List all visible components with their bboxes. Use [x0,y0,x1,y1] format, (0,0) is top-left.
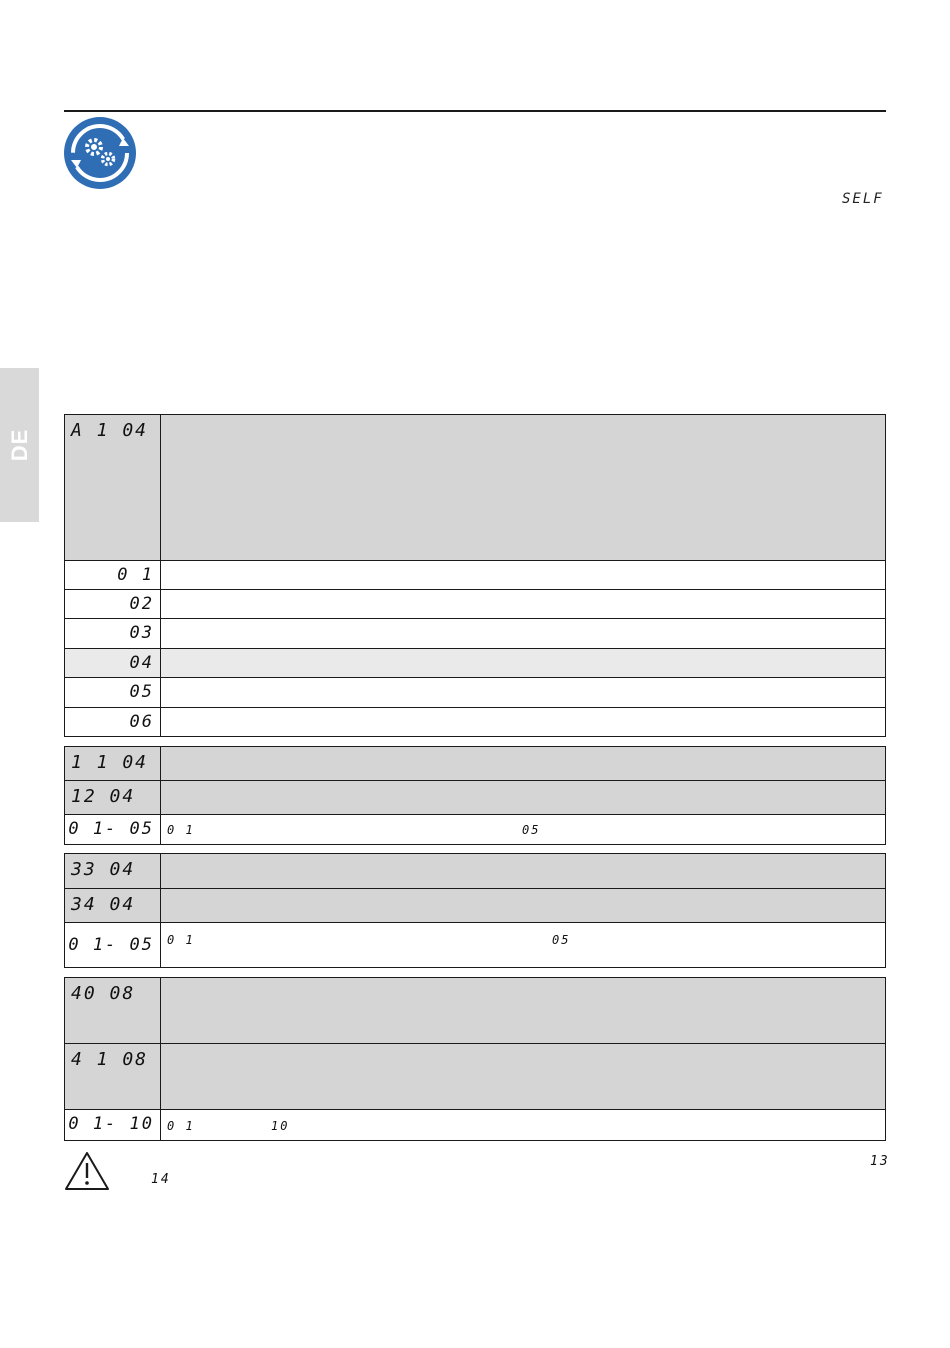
inline-end-code: 05 [552,933,571,947]
range-code: 0 1- 05 [68,935,154,955]
table-row-desc [161,1110,886,1141]
table-row [65,923,161,968]
table-row [65,590,161,619]
parameter-table-a [64,414,886,737]
parameter-table-b [64,746,886,845]
param-code: 1 1 04 [71,752,149,773]
table-row-desc [161,889,886,923]
param-code: 40 08 [71,983,136,1004]
language-tab[interactable] [0,368,39,522]
table-row [65,747,161,781]
param-code: 34 04 [71,894,136,915]
value-code: 0 1 [117,565,154,585]
table-row-desc [161,815,886,845]
table-row [65,781,161,815]
warning-triangle-icon [64,1151,110,1191]
inline-start-code: 0 1 [167,1119,195,1133]
table-a-header-desc [161,415,886,561]
value-code: 04 [129,653,154,673]
language-tab-label: DE [6,428,32,462]
table-row-desc [161,747,886,781]
self-code: SELF [842,191,884,207]
param-code: 12 04 [71,786,136,807]
table-row-desc [161,708,886,737]
table-row [65,1044,161,1110]
table-row [65,561,161,590]
table-a-header-code: A 1 04 [71,420,149,441]
param-code: 33 04 [71,859,136,880]
table-row [65,815,161,845]
param-code: 4 1 08 [71,1049,149,1070]
range-code: 0 1- 05 [68,819,154,839]
table-row [65,678,161,708]
table-row-desc [161,923,886,968]
table-row-desc [161,561,886,590]
value-code: 02 [129,594,154,614]
table-row [65,649,161,678]
value-code: 06 [129,712,154,732]
table-row [65,1110,161,1141]
inline-end-code: 05 [522,823,541,837]
table-row-desc [161,978,886,1044]
parameter-table-d [64,977,886,1141]
table-row-desc [161,678,886,708]
value-code: 03 [129,623,154,643]
table-row-desc [161,1044,886,1110]
value-code: 05 [129,682,154,702]
table-row [65,978,161,1044]
table-row-desc [161,781,886,815]
table-row-desc [161,854,886,889]
settings-refresh-icon [63,116,137,190]
range-code: 0 1- 10 [68,1114,154,1134]
table-a-header-code-cell [65,415,161,561]
top-rule [64,110,886,112]
parameter-table-c [64,853,886,968]
inline-end-code: 10 [271,1119,290,1133]
note-code-left: 14 [151,1172,171,1187]
table-row-desc [161,590,886,619]
table-row [65,708,161,737]
inline-start-code: 0 1 [167,823,195,837]
note-code-right: 13 [870,1154,890,1169]
table-row [65,619,161,649]
table-row [65,889,161,923]
inline-start-code: 0 1 [167,933,195,947]
table-row [65,854,161,889]
table-row-desc [161,649,886,678]
table-row-desc [161,619,886,649]
